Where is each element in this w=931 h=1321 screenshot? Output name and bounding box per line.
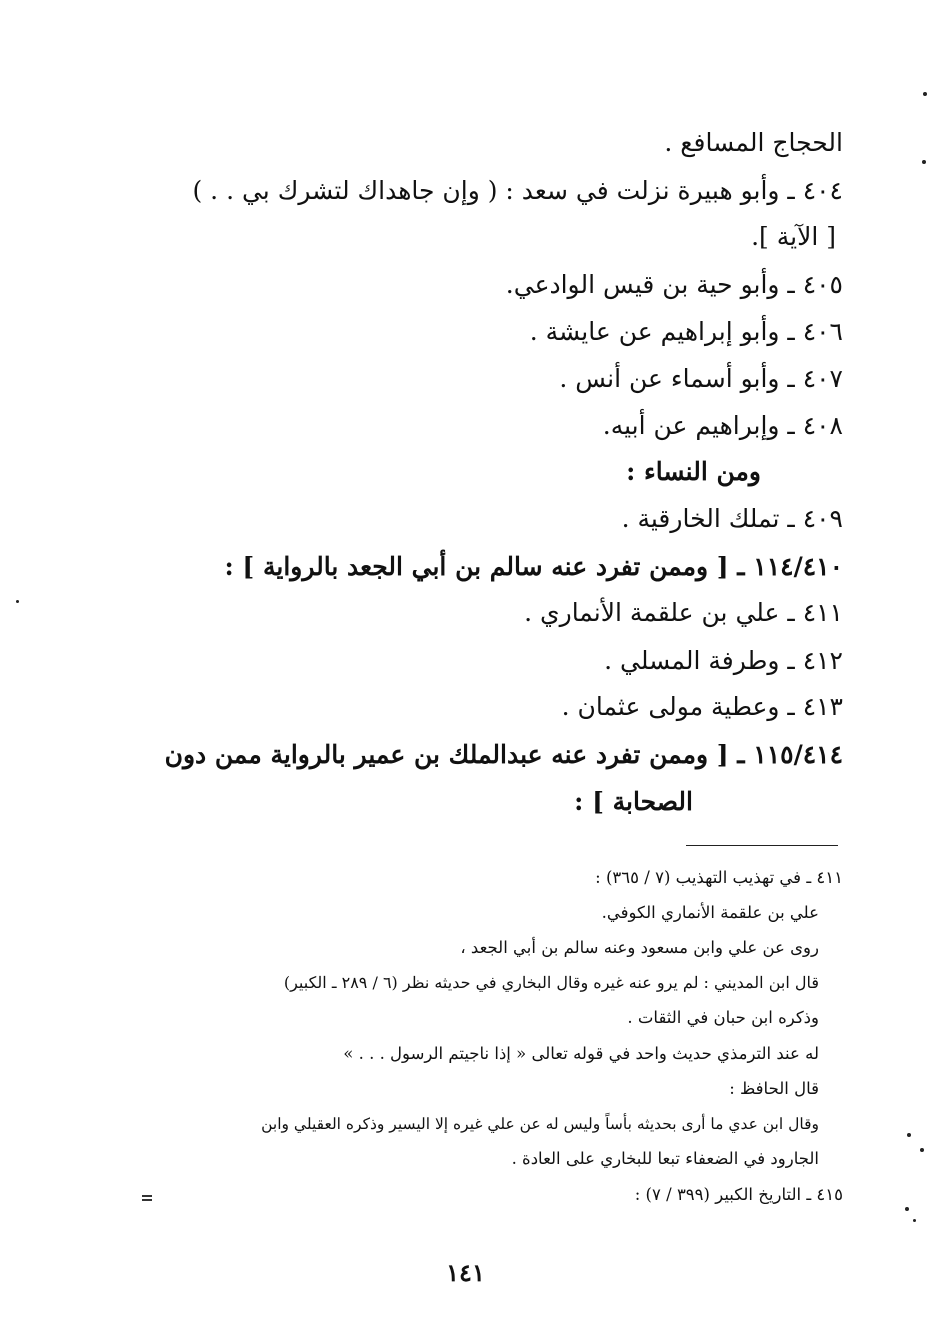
footnote-line: علي بن علقمة الأنماري الكوفي.	[601, 903, 819, 922]
main-line-404: ٤٠٤ ـ وأبو هبيرة نزلت في سعد : ( وإن جاهداك لتشرك بي . . )	[192, 176, 843, 205]
footnote-line: وقال ابن عدي ما أرى بحديثه بأساً وليس له عن علي غيره إلا اليسير وذكره العقيلي وابن	[261, 1115, 819, 1133]
main-line-409: ٤٠٩ ـ تملك الخارقية .	[621, 504, 843, 533]
main-line-413: ٤١٣ ـ وعطية مولى عثمان .	[561, 692, 843, 721]
footnote-line: الجارود في الضعفاء تبعا للبخاري على العادة .	[511, 1149, 819, 1168]
main-line-404-cont: [ الآية ].	[751, 222, 836, 251]
footnote-line: له عند الترمذي حديث واحد في قوله تعالى « إذا ناجيتم الرسول . . . »	[343, 1044, 819, 1063]
main-line-414-cont: الصحابة ] :	[574, 787, 693, 816]
footnote-line: روى عن علي وابن مسعود وعنه سالم بن أبي الجعد ،	[460, 938, 819, 957]
main-line-405: ٤٠٥ ـ وأبو حية بن قيس الوادعي.	[505, 270, 843, 299]
main-line-412: ٤١٢ ـ وطرفة المسلي .	[604, 646, 843, 675]
scan-speck	[922, 160, 926, 164]
main-line-407: ٤٠٧ ـ وأبو أسماء عن أنس .	[559, 364, 843, 393]
footnote-line: قال الحافظ :	[729, 1079, 819, 1098]
main-line-411: ٤١١ ـ علي بن علقمة الأنماري .	[524, 598, 843, 627]
scan-speck	[920, 1148, 924, 1152]
scan-mark	[142, 1195, 152, 1197]
page-number: ١٤١	[446, 1258, 485, 1287]
main-line-414: ١١٥/٤١٤ ـ [ وممن تفرد عنه عبدالملك بن عمير بالرواية ممن دون	[164, 740, 843, 769]
footnote-line: وذكره ابن حبان في الثقات .	[627, 1008, 819, 1027]
footnote-415-heading: ٤١٥ ـ التاريخ الكبير (٣٩٩ / ٧) :	[634, 1185, 843, 1204]
footnote-line: قال ابن المديني : لم يرو عنه غيره وقال البخاري في حديثه نظر (٦ / ٢٨٩ ـ الكبير)	[283, 973, 819, 992]
scan-speck	[905, 1207, 909, 1211]
main-line-406: ٤٠٦ ـ وأبو إبراهيم عن عايشة .	[529, 317, 843, 346]
scan-speck	[907, 1133, 911, 1137]
scan-mark	[142, 1199, 152, 1201]
main-line-410: ١١٤/٤١٠ ـ [ وممن تفرد عنه سالم بن أبي الجعد بالرواية ] :	[224, 552, 843, 581]
main-line-1: الحجاج المسافع .	[664, 128, 843, 157]
scan-speck	[923, 92, 927, 96]
footnote-separator	[686, 845, 838, 846]
section-heading-women: ومن النساء :	[626, 457, 761, 486]
main-line-408: ٤٠٨ ـ وإبراهيم عن أبيه.	[602, 411, 843, 440]
scan-speck	[16, 600, 19, 603]
scan-speck	[913, 1219, 916, 1222]
footnote-411-heading: ٤١١ ـ في تهذيب التهذيب (٧ / ٣٦٥) :	[595, 868, 843, 887]
